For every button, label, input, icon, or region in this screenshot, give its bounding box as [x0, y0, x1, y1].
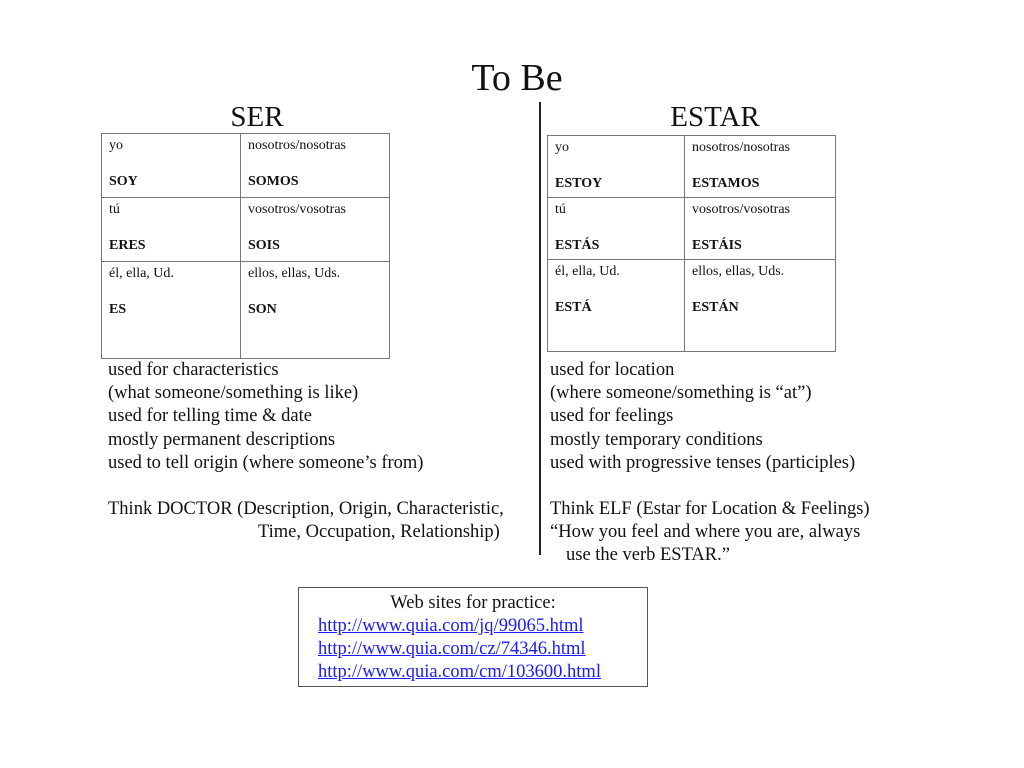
estar-use-line: mostly temporary conditions [550, 429, 763, 450]
pronoun-label: él, ella, Ud. [109, 266, 174, 281]
pronoun-label: vosotros/vosotras [248, 202, 346, 217]
page-title: To Be [471, 57, 563, 99]
table-cell [548, 260, 685, 352]
pronoun-label: nosotros/nosotras [692, 140, 790, 155]
ser-mnemonic-line: Time, Occupation, Relationship) [258, 522, 500, 543]
table-row [102, 262, 390, 359]
table-cell [241, 262, 390, 359]
pronoun-label: yo [555, 140, 569, 155]
pronoun-label: tú [555, 202, 566, 217]
pronoun-label: ellos, ellas, Uds. [248, 266, 341, 281]
estar-use-line: used for feelings [550, 406, 674, 427]
spacer [108, 475, 504, 498]
verb-form: SOMOS [248, 174, 299, 189]
verb-form: ESTOY [555, 176, 603, 191]
estar-conjugation-table [547, 135, 836, 352]
table-cell [241, 134, 390, 198]
estar-mnemonic-line: “How you feel and where you are, always [550, 522, 861, 543]
verb-form: SOIS [248, 238, 280, 253]
ser-use-line: used for telling time & date [108, 406, 312, 427]
spacer [550, 475, 870, 498]
table-cell [685, 260, 836, 352]
verb-form: ESTÁIS [692, 238, 742, 253]
practice-title: Web sites for practice: [390, 593, 556, 613]
estar-mnemonic-line: Think ELF (Estar for Location & Feelings) [550, 499, 870, 520]
estar-heading: ESTAR [670, 101, 760, 133]
practice-link[interactable]: http://www.quia.com/cz/74346.html [318, 639, 586, 659]
estar-use-line: (where someone/something is “at”) [550, 383, 812, 404]
verb-form: ES [109, 302, 127, 317]
estar-use-line: used with progressive tenses (participles) [550, 452, 856, 473]
ser-use-line: used to tell origin (where someone’s from) [108, 452, 424, 473]
pronoun-label: él, ella, Ud. [555, 264, 620, 279]
verb-form: SOY [109, 174, 138, 189]
table-cell [685, 136, 836, 198]
practice-link[interactable]: http://www.quia.com/cm/103600.html [318, 662, 601, 682]
practice-link[interactable]: http://www.quia.com/jq/99065.html [318, 616, 584, 636]
ser-use-line: mostly permanent descriptions [108, 429, 336, 450]
ser-heading: SER [230, 101, 284, 133]
table-cell [102, 198, 241, 262]
estar-use-line: used for location [550, 360, 675, 380]
verb-form: ESTÁN [692, 300, 739, 315]
practice-sites-box [298, 587, 648, 687]
ser-use-line: used for characteristics [108, 360, 279, 380]
verb-form: ESTÁ [555, 300, 592, 315]
ser-use-line: (what someone/something is like) [108, 383, 359, 404]
table-row [548, 198, 836, 260]
table-row [102, 198, 390, 262]
table-cell [102, 262, 241, 359]
table-row [548, 136, 836, 198]
table-cell [685, 198, 836, 260]
pronoun-label: ellos, ellas, Uds. [692, 264, 785, 279]
verb-form: ESTAMOS [692, 176, 760, 191]
estar-usage-notes [550, 359, 870, 568]
table-cell [102, 134, 241, 198]
table-cell [548, 198, 685, 260]
verb-form: ESTÁS [555, 238, 600, 253]
table-row [102, 134, 390, 198]
pronoun-label: nosotros/nosotras [248, 138, 346, 153]
table-cell [241, 198, 390, 262]
ser-conjugation-table [101, 133, 390, 359]
ser-usage-notes [108, 359, 504, 544]
table-row [548, 260, 836, 352]
verb-form: ERES [109, 238, 146, 253]
pronoun-label: yo [109, 138, 123, 153]
pronoun-label: vosotros/vosotras [692, 202, 790, 217]
verb-form: SON [248, 302, 277, 317]
estar-mnemonic-line: use the verb ESTAR.” [566, 545, 730, 566]
table-cell [548, 136, 685, 198]
ser-mnemonic-line: Think DOCTOR (Description, Origin, Characteristic, [108, 499, 504, 520]
pronoun-label: tú [109, 202, 120, 217]
column-divider [539, 102, 541, 555]
